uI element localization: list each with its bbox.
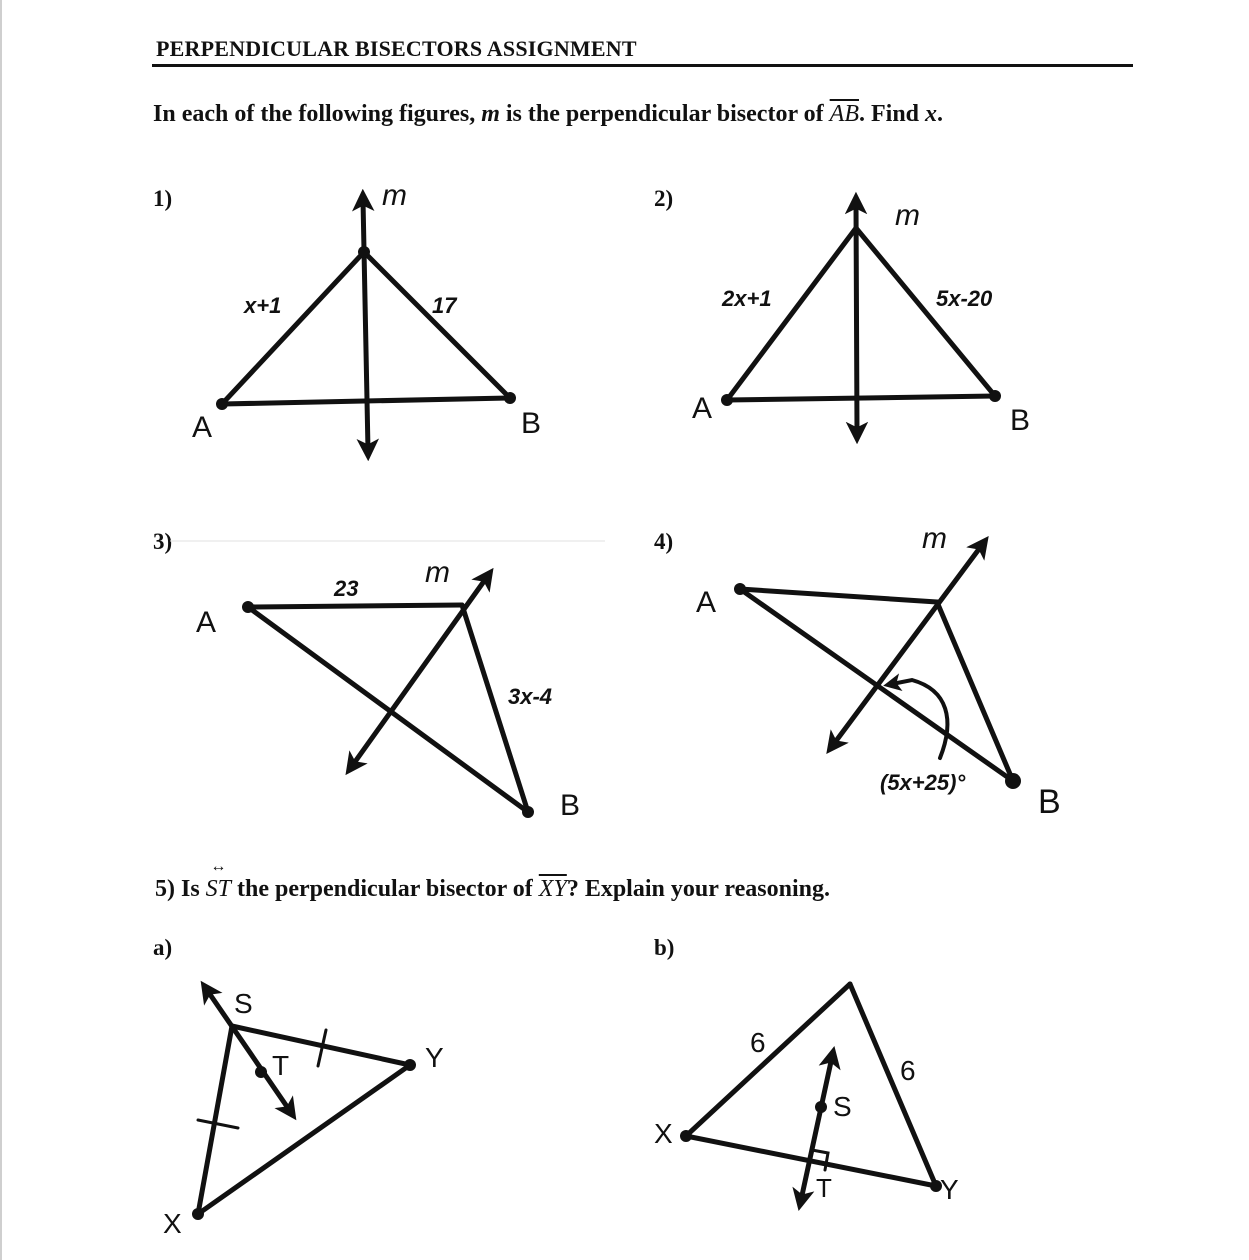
- fig1-label-left-side: x+1: [244, 293, 282, 318]
- figure-4: [740, 545, 1013, 781]
- fig2-label-right-side: 5x-20: [936, 286, 993, 311]
- fig2-point-a: [721, 394, 733, 406]
- instr-var-x: x: [925, 101, 938, 127]
- fig1-point-b: [504, 392, 516, 404]
- fig3-label-b: B: [560, 789, 581, 822]
- q5-suffix: ? Explain your reasoning.: [566, 876, 830, 902]
- fig5a-side-xy: [198, 1065, 410, 1214]
- fig5a-tick-sx: [198, 1120, 238, 1128]
- fig5a-point-t: [255, 1066, 267, 1078]
- instr-segment-ab: $\overline{AB}$: [829, 101, 859, 127]
- fig5a-label-x: X: [163, 1208, 182, 1239]
- fig2-label-m: m: [895, 199, 920, 232]
- fig2-side-ab: [727, 396, 995, 400]
- fig4-point-b: [1005, 773, 1021, 789]
- figure-3: [248, 577, 528, 812]
- problem-1-number: 1): [153, 186, 173, 211]
- figure-1: [222, 200, 510, 450]
- fig1-label-a: A: [192, 411, 213, 444]
- figure-5b: [686, 984, 936, 1200]
- q5-line-st: ↔ ST: [206, 872, 231, 903]
- fig2-side-a-apex: [727, 228, 856, 400]
- fig5b-point-s: [815, 1101, 827, 1113]
- fig5b-label-s: S: [833, 1091, 852, 1122]
- fig5b-label-y: Y: [940, 1174, 959, 1205]
- fig3-side-ab: [248, 607, 528, 812]
- fig5b-side-x-apex: [686, 984, 850, 1136]
- question-5a-label: a): [153, 935, 173, 960]
- fig4-point-a: [734, 583, 746, 595]
- fig5b-label-side-right: 6: [900, 1055, 916, 1086]
- fig4-side-a-apex: [740, 589, 937, 602]
- fig5b-label-t: T: [816, 1173, 832, 1203]
- fig2-side-b-apex: [856, 228, 995, 396]
- fig5a-label-y: Y: [425, 1042, 444, 1073]
- instr-text-4: .: [937, 101, 944, 127]
- instr-var-m: m: [481, 101, 500, 127]
- fig4-angle-arc: [892, 680, 947, 758]
- figure-5a: [198, 990, 410, 1214]
- fig5a-label-s: S: [234, 988, 253, 1019]
- fig3-label-top-side: 23: [334, 576, 359, 601]
- fig5a-point-y: [404, 1059, 416, 1071]
- fig1-point-apex: [358, 246, 370, 258]
- q5-segment-xy: $\overline{XY}$: [538, 876, 567, 902]
- fig1-label-m: m: [382, 179, 407, 212]
- fig5b-point-x: [680, 1130, 692, 1142]
- fig3-label-m: m: [425, 556, 450, 589]
- fig1-side-b-apex: [364, 252, 510, 398]
- fig2-label-left-side: 2x+1: [722, 286, 772, 311]
- fig5b-label-side-left: 6: [750, 1027, 766, 1058]
- fig1-label-b: B: [521, 407, 542, 440]
- figure-2: [727, 203, 995, 433]
- fig2-label-a: A: [692, 392, 713, 425]
- instr-text-2: is the perpendicular bisector of: [499, 101, 830, 127]
- question-5b-label: b): [654, 935, 675, 960]
- fig4-label-m: m: [922, 522, 947, 555]
- fig1-label-right-side: 17: [432, 293, 457, 318]
- fig2-bisector-m: [856, 203, 857, 433]
- page-title: PERPENDICULAR BISECTORS ASSIGNMENT: [156, 36, 637, 61]
- fig1-point-a: [216, 398, 228, 410]
- problem-4-number: 4): [654, 529, 674, 554]
- fig3-side-a-apex: [248, 605, 462, 607]
- fig5b-label-x: X: [654, 1118, 673, 1149]
- fig4-label-a: A: [696, 586, 717, 619]
- fig4-bisector-m: [833, 545, 982, 745]
- fig4-label-angle: (5x+25)°: [880, 770, 966, 795]
- fig5a-point-x: [192, 1208, 204, 1220]
- fig5a-label-t: T: [272, 1050, 290, 1081]
- fig3-point-a: [242, 601, 254, 613]
- fig3-label-right-side: 3x-4: [508, 684, 553, 709]
- instr-text-3: . Find: [858, 101, 926, 127]
- fig2-label-b: B: [1010, 404, 1031, 437]
- fig3-label-a: A: [196, 606, 217, 639]
- fig5b-side-apex-y: [850, 984, 936, 1186]
- fig2-point-b: [989, 390, 1001, 402]
- fig4-label-b: B: [1038, 783, 1061, 821]
- fig1-bisector-m: [363, 200, 368, 450]
- fig3-point-b: [522, 806, 534, 818]
- instr-text-1: In each of the following figures,: [153, 101, 482, 127]
- q5-prefix: 5) Is: [155, 876, 206, 902]
- fig1-side-a-apex: [222, 252, 364, 404]
- q5-middle: the perpendicular bisector of: [231, 876, 539, 902]
- problem-2-number: 2): [654, 186, 674, 211]
- problem-3-number: 3): [153, 529, 173, 554]
